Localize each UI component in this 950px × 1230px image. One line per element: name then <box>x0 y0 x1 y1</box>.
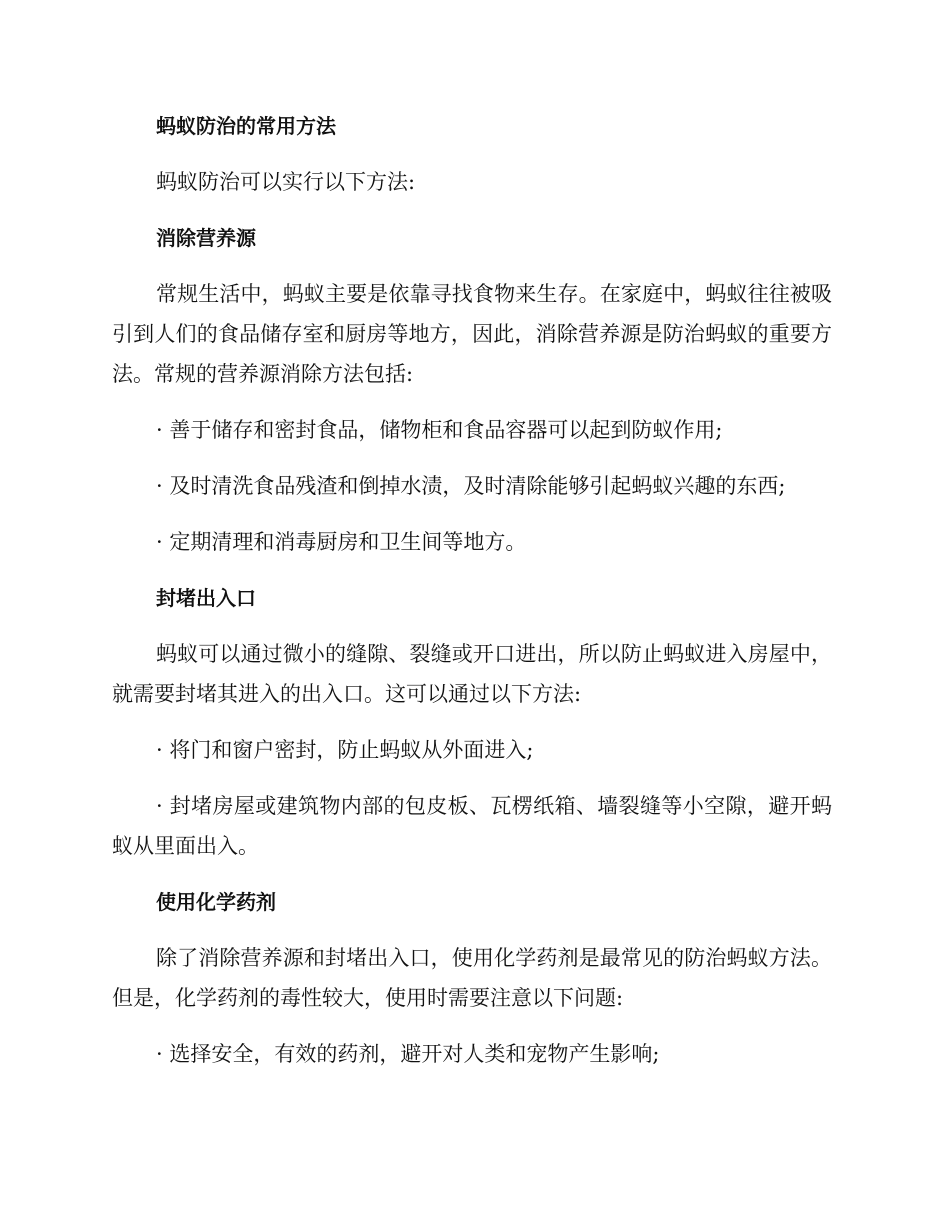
section-paragraph-nutrition: 常规生活中，蚂蚁主要是依靠寻找食物来生存。在家庭中，蚂蚁往往被吸引到人们的食品储存室和厨房等地方，因此，消除营养源是防治蚂蚁的重要方法。常规的营养源消除方法包括: <box>112 282 832 386</box>
document-content <box>112 106 832 1090</box>
intro-paragraph: 蚂蚁防治可以实行以下方法: <box>156 170 416 194</box>
document-title: 蚂蚁防治的常用方法 <box>156 114 336 138</box>
bullet-item: · 选择安全，有效的药剂，避开对人类和宠物产生影响; <box>156 1042 660 1066</box>
bullet-item: · 及时清洗食品残渣和倒掉水渍，及时清除能够引起蚂蚁兴趣的东西; <box>156 474 786 498</box>
bullet-item: · 封堵房屋或建筑物内部的包皮板、瓦楞纸箱、墙裂缝等小空隙，避开蚂蚁从里面出入。 <box>112 794 832 858</box>
section-paragraph-seal: 蚂蚁可以通过微小的缝隙、裂缝或开口进出，所以防止蚂蚁进入房屋中，就需要封堵其进入的出入口。这可以通过以下方法: <box>112 642 832 706</box>
bullet-item: · 将门和窗户密封，防止蚂蚁从外面进入; <box>156 738 534 762</box>
bullet-item: · 定期清理和消毒厨房和卫生间等地方。 <box>156 530 527 554</box>
section-paragraph-chemical: 除了消除营养源和封堵出入口，使用化学药剂是最常见的防治蚂蚁方法。但是，化学药剂的毒性较大，使用时需要注意以下问题: <box>112 946 832 1010</box>
section-heading-nutrition: 消除营养源 <box>156 226 256 250</box>
bullet-item: · 善于储存和密封食品，储物柜和食品容器可以起到防蚁作用; <box>156 418 723 442</box>
section-heading-seal: 封堵出入口 <box>156 586 256 610</box>
section-heading-chemical: 使用化学药剂 <box>156 890 276 914</box>
